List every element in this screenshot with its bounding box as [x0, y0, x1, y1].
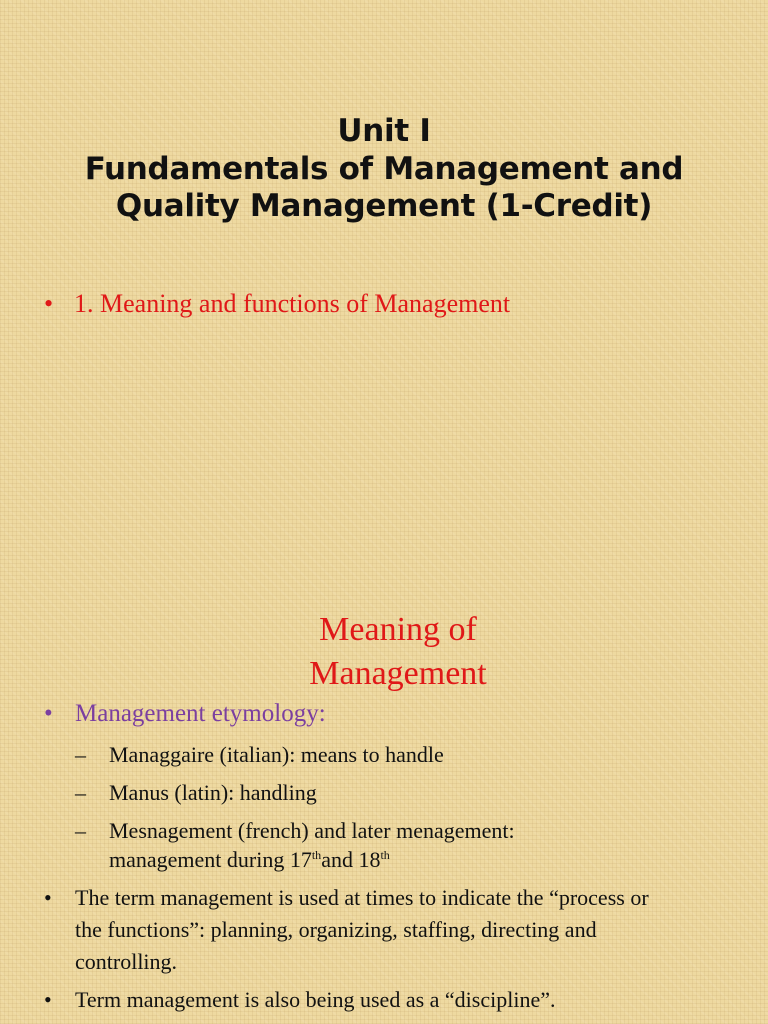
- title-line-3: Quality Management (1-Credit): [115, 188, 653, 224]
- sub-item-1: [75, 740, 444, 769]
- sub-item-3: [75, 816, 515, 874]
- sub-item-line-1: Mesnagement (french) and later menagement:: [109, 818, 515, 843]
- etymology-heading: Management etymology:: [75, 700, 326, 727]
- sub-item-text: Managgaire (italian): means to handle: [109, 742, 444, 767]
- bullet-dot: •: [44, 289, 54, 318]
- title-line-1: Meaning of: [319, 611, 477, 648]
- title-line-1: Unit I: [337, 113, 431, 149]
- discipline-bullet: [44, 984, 754, 1016]
- bullet-dot: •: [44, 987, 52, 1012]
- dash-symbol: –: [75, 780, 86, 805]
- sub-item-line-2: [109, 845, 515, 874]
- title-line-2: Management: [309, 655, 487, 692]
- bullet-dot: •: [44, 700, 53, 727]
- bullet-line-3: controlling.: [75, 949, 178, 974]
- sub-item-text: Manus (latin): handling: [109, 780, 317, 805]
- bullet-line-1: Term management is also being used as a “discipline”.: [75, 987, 556, 1012]
- dash-symbol: –: [75, 818, 86, 843]
- century-text-2: and 18: [321, 847, 381, 872]
- century-text-1: management during 17: [109, 847, 312, 872]
- process-bullet: [44, 882, 754, 978]
- etymology-bullet: [44, 698, 754, 730]
- slide-2-title: [0, 608, 768, 696]
- bullet-line-1: The term management is used at times to indicate the “process or: [75, 885, 649, 910]
- bullet-line-2: the functions”: planning, organizing, staffing, directing and: [75, 917, 597, 942]
- slide-2: [0, 512, 768, 1024]
- title-line-2: Fundamentals of Management and: [84, 150, 684, 187]
- superscript-th-1: th: [311, 848, 322, 862]
- bullet-dot: •: [44, 885, 52, 910]
- dash-symbol: –: [75, 742, 86, 767]
- superscript-th-2: th: [380, 848, 390, 862]
- bullet-text: 1. Meaning and functions of Management: [74, 289, 511, 318]
- sub-item-2: [75, 778, 317, 807]
- slide-1-title: [0, 113, 768, 226]
- slide-1-bullet: [44, 289, 510, 319]
